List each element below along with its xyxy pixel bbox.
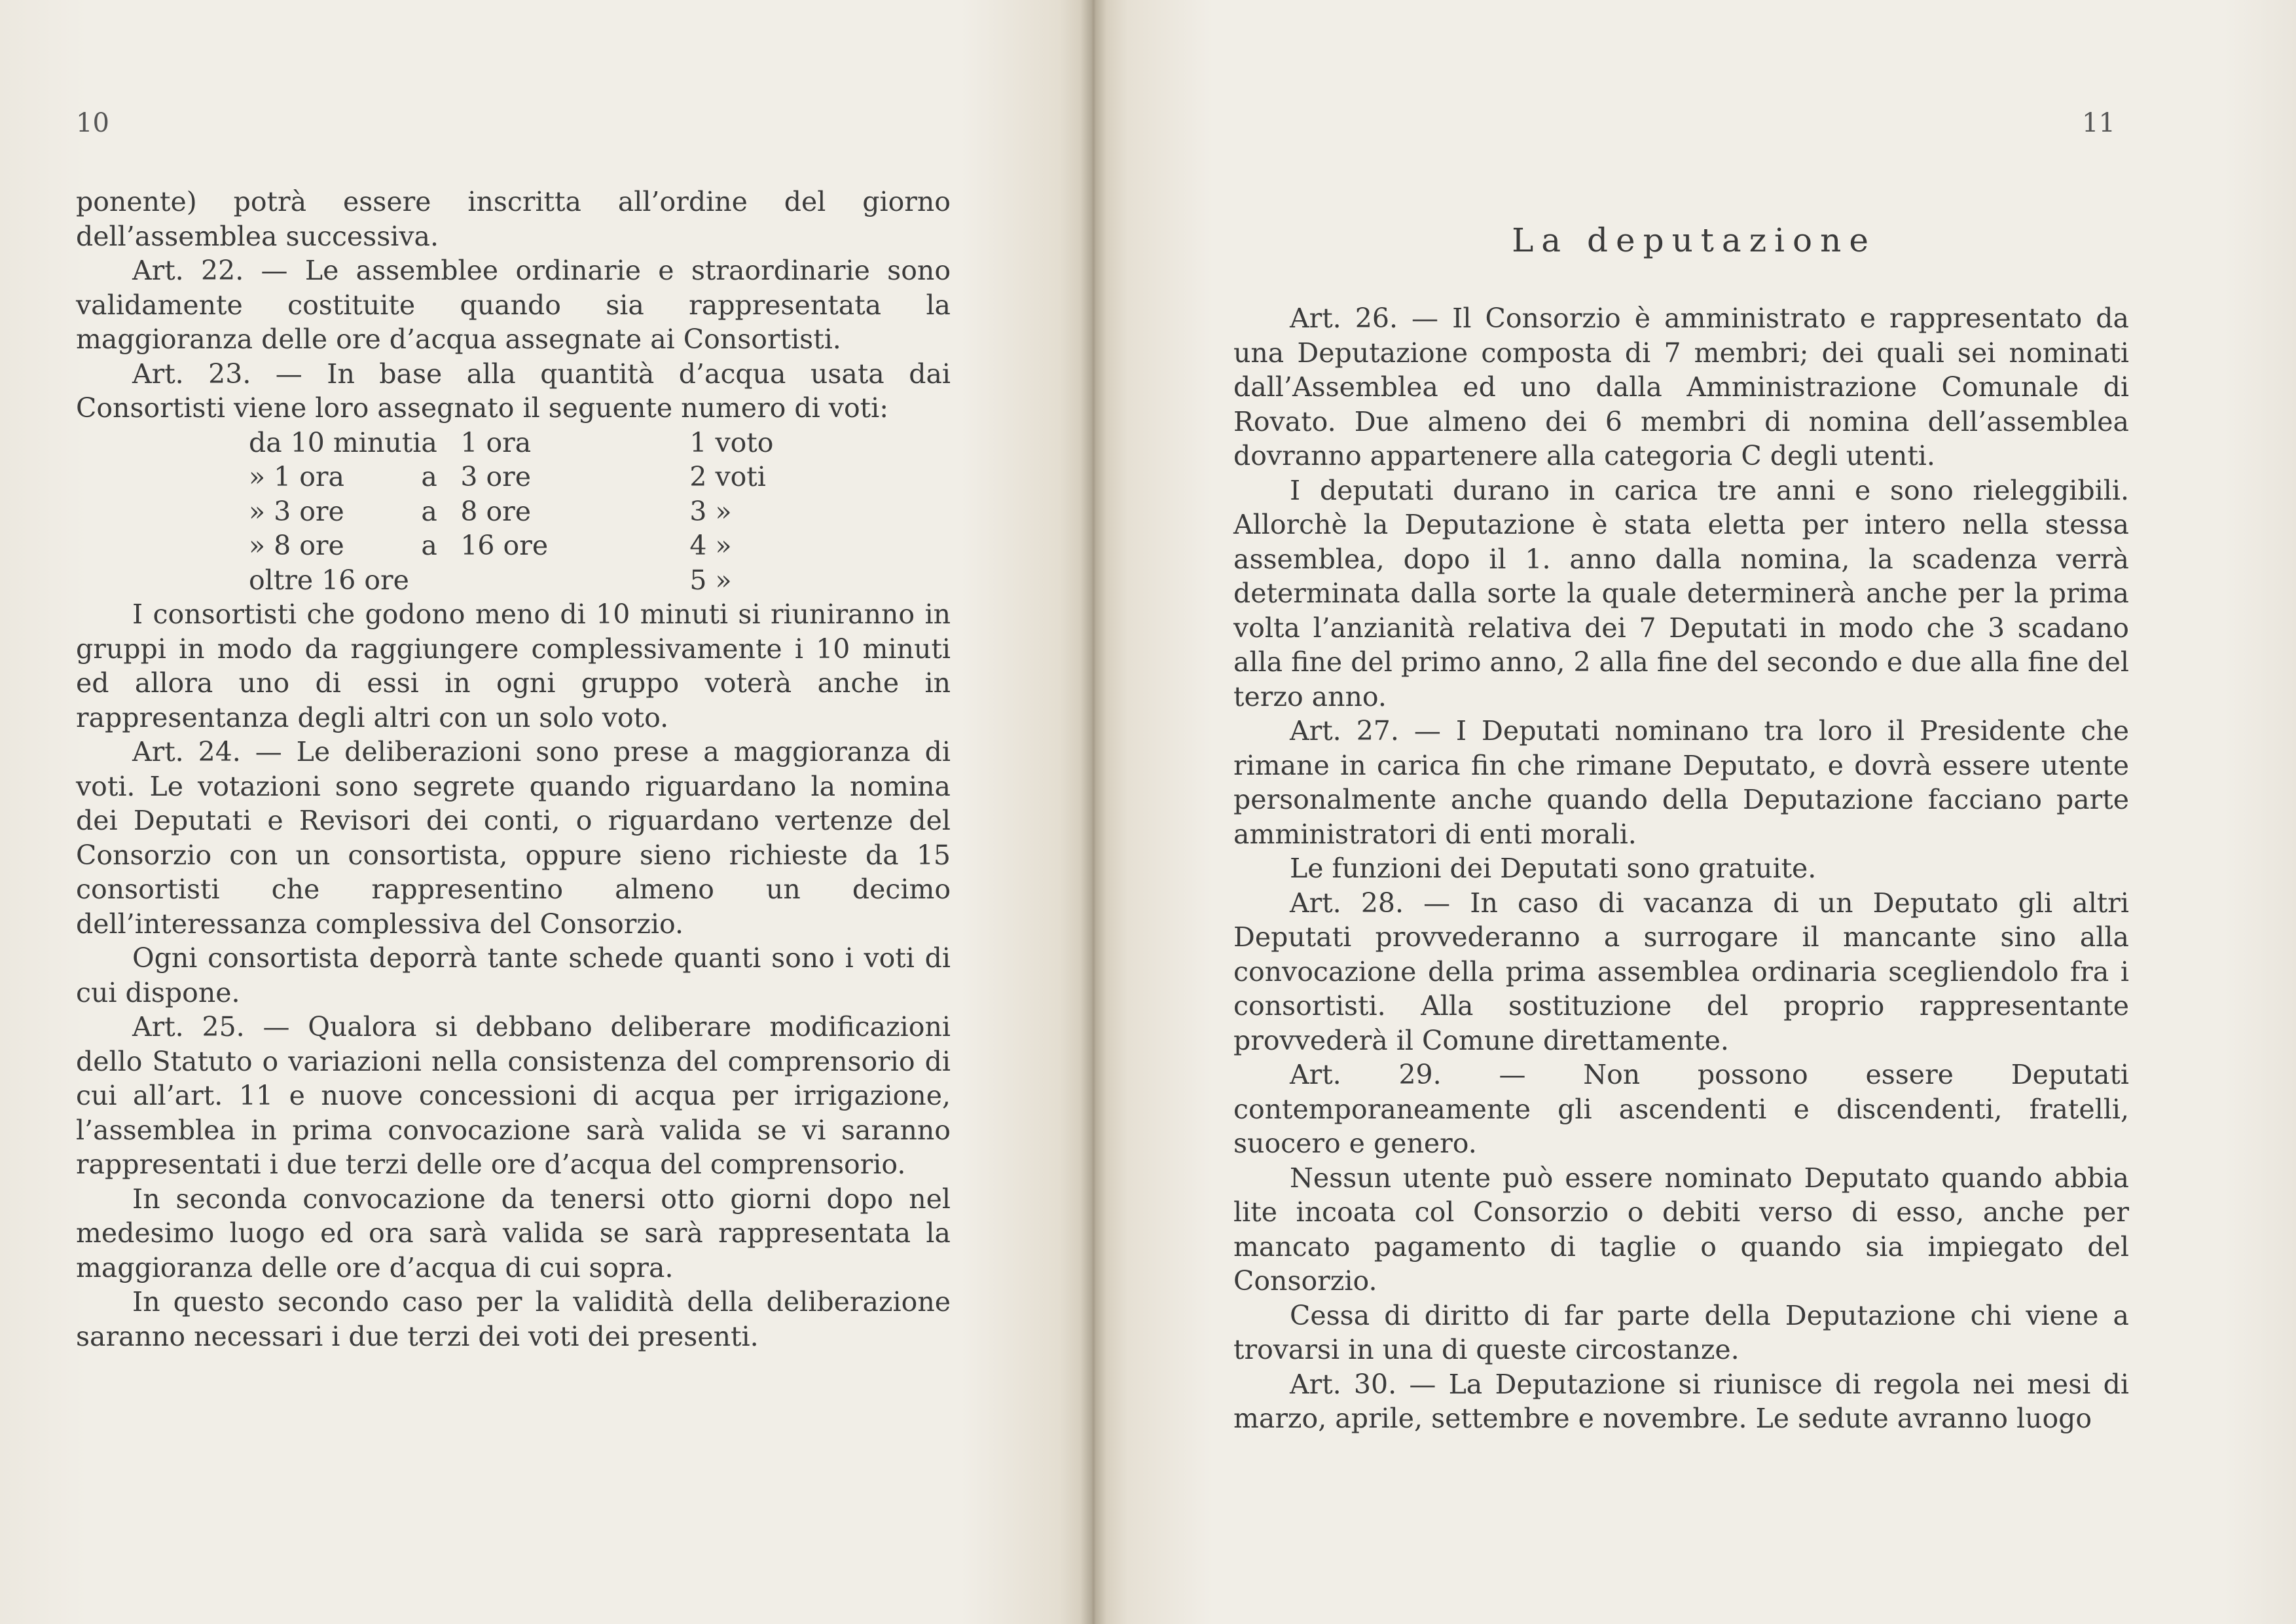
table-cell: » 8 ore bbox=[249, 530, 344, 561]
right-text-column bbox=[1233, 301, 2129, 1436]
paragraph: Art. 25. — Qualora si debbano deliberare modificazioni dello Statuto o variazioni nella consistenza del comprensorio di cui all’art. 11 e nuove concessioni di acqua per irrigazione, l’assemblea in prima convocazione sarà valida se vi saranno rappresentati i due terzi delle ore d’acqua del comprensorio. bbox=[76, 1011, 951, 1180]
book-gutter bbox=[1080, 0, 1106, 1624]
table-cell: a bbox=[421, 495, 437, 527]
table-cell: 3 ore bbox=[460, 461, 531, 492]
page-number-right: 11 bbox=[2082, 108, 2115, 138]
paragraph: Art. 22. — Le assemblee ordinarie e straordinarie sono validamente costituite quando sia rappresentata la maggioranza delle ore d’acqua assegnate ai Consortisti. bbox=[76, 255, 951, 355]
table-cell: 4 » bbox=[689, 530, 732, 561]
right-page bbox=[1092, 0, 2296, 1624]
left-page bbox=[0, 0, 1092, 1624]
table-row bbox=[249, 563, 773, 598]
table-row bbox=[249, 494, 773, 529]
table-cell: da 10 minuti bbox=[249, 426, 422, 458]
table-cell: » 3 ore bbox=[249, 495, 344, 527]
paragraph: Art. 24. — Le deliberazioni sono prese a maggioranza di voti. Le votazioni sono segrete quando riguardano la nomina dei Deputati e Revisori dei conti, o riguardano vertenze del Consorzio con un consortista, oppure sieno richieste da 15 consortisti che rappresentino almeno un decimo dell’interessanza complessiva del Consorzio. bbox=[76, 736, 951, 940]
paragraph: Art. 28. — In caso di vacanza di un Deputato gli altri Deputati provvederanno a surrogare il mancante sino alla convocazione della prima assemblea ordinaria scegliendolo fra i consortisti. Alla sostituzione del proprio rappresentante provvederà il Comune direttamente. bbox=[1233, 887, 2129, 1056]
table-cell: a bbox=[421, 426, 437, 458]
paragraph: Art. 29. — Non possono essere Deputati contemporaneamente gli ascendenti e discendenti, fratelli, suocero e genero. bbox=[1233, 1059, 2129, 1159]
paragraph: In questo secondo caso per la validità della deliberazione saranno necessari i due terzi dei voti dei presenti. bbox=[76, 1286, 951, 1352]
table-cell: 8 ore bbox=[460, 495, 531, 527]
table-cell bbox=[421, 563, 460, 598]
paragraph: ponente) potrà essere inscritta all’ordine del giorno dell’assemblea successiva. bbox=[76, 186, 951, 252]
paragraph: Nessun utente può essere nominato Deputato quando abbia lite incoata col Consorzio o debiti verso di esso, anche per mancato pagamento di taglie o quando sia impiegato del Consorzio. bbox=[1233, 1162, 2129, 1297]
table-row bbox=[249, 528, 773, 563]
paragraph: Art. 26. — Il Consorzio è amministrato e rappresentato da una Deputazione composta di 7 membri; dei quali sei nominati dall’Assemblea ed uno dalla Amministrazione Comunale di Rovato. Due almeno dei 6 membri di nomina dell’assemblea dovranno appartenere alla categoria C degli utenti. bbox=[1233, 303, 2129, 471]
section-heading: La deputazione bbox=[1512, 221, 1876, 259]
left-text-column bbox=[76, 185, 951, 1354]
table-cell bbox=[460, 563, 689, 598]
paragraph: I deputati durano in carica tre anni e sono rieleggibili. Allorchè la Deputazione è stata eletta per intero nella stessa assemblea, dopo il 1. anno dalla nomina, la scadenza verrà determinata dalla sorte la quale determinerà anche per la prima volta l’anzianità relativa dei 7 Deputati in modo che 3 scadano alla fine del primo anno, 2 alla fine del secondo e due alla fine del terzo anno. bbox=[1233, 474, 2129, 712]
table-cell: 2 voti bbox=[689, 461, 766, 492]
table-row bbox=[249, 460, 773, 494]
table-cell: oltre 16 ore bbox=[249, 564, 409, 596]
table-cell: 3 » bbox=[689, 495, 732, 527]
table-cell: a bbox=[421, 530, 437, 561]
table-cell: a bbox=[421, 461, 437, 492]
paragraph: Art. 23. — In base alla quantità d’acqua usata dai Consortisti viene loro assegnato il seguente numero di voti: bbox=[76, 358, 951, 424]
paragraph: Art. 27. — I Deputati nominano tra loro il Presidente che rimane in carica fin che rimane Deputato, e dovrà essere utente personalmente anche quando della Deputazione facciano parte amministratori di enti morali. bbox=[1233, 715, 2129, 850]
paragraph: Art. 30. — La Deputazione si riunisce di regola nei mesi di marzo, aprile, settembre e novembre. Le sedute avranno luogo bbox=[1233, 1368, 2129, 1434]
paragraph: Le funzioni dei Deputati sono gratuite. bbox=[1290, 853, 1817, 884]
vote-table bbox=[249, 426, 773, 598]
paragraph: Ogni consortista deporrà tante schede quanti sono i voti di cui dispone. bbox=[76, 942, 951, 1008]
table-row bbox=[249, 426, 773, 460]
paragraph: In seconda convocazione da tenersi otto giorni dopo nel medesimo luogo ed ora sarà valida se sarà rappresentata la maggioranza delle ore d’acqua di cui sopra. bbox=[76, 1183, 951, 1283]
table-cell: 5 » bbox=[689, 564, 732, 596]
table-cell: » 1 ora bbox=[249, 461, 344, 492]
table-cell: 16 ore bbox=[460, 530, 549, 561]
paragraph: I consortisti che godono meno di 10 minuti si riuniranno in gruppi in modo da raggiungere complessivamente i 10 minuti ed allora uno di essi in ogni gruppo voterà anche in rappresentanza degli altri con un solo voto. bbox=[76, 599, 951, 733]
page-number-left: 10 bbox=[76, 108, 109, 138]
table-cell: 1 voto bbox=[689, 426, 774, 458]
paragraph: Cessa di diritto di far parte della Deputazione chi viene a trovarsi in una di queste circostanze. bbox=[1233, 1299, 2129, 1365]
table-cell: 1 ora bbox=[460, 426, 532, 458]
